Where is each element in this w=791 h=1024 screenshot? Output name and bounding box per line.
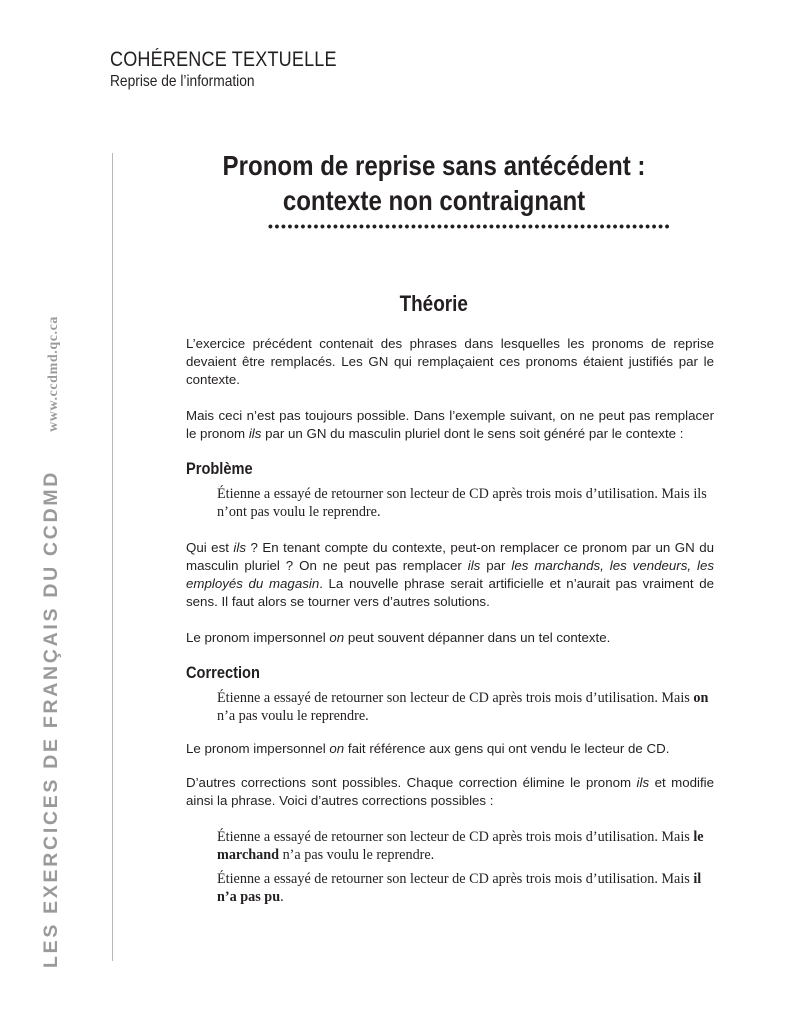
text-run: n’a pas voulu le reprendre. [279, 847, 435, 863]
bold-run: il n’a pas pu [217, 871, 702, 905]
text-run: Mais ceci n’est pas toujours possible. Dans l’exemple suivant, on ne peut pas remplacer le pronom [186, 408, 714, 441]
theory-paragraph-2 [186, 407, 714, 443]
page-title [150, 148, 718, 218]
analysis-paragraph-1 [186, 539, 714, 611]
text-run: fait référence aux gens qui ont vendu le lecteur de CD. [344, 741, 670, 756]
heading-correction: Correction [186, 663, 260, 682]
italic-run: ils [233, 540, 246, 555]
text-run: Le pronom impersonnel [186, 630, 330, 645]
running-header [110, 48, 374, 92]
text-run: . [280, 889, 284, 905]
italic-run: on [329, 630, 345, 645]
series-name: LES EXERCICES DE FRANÇAIS DU CCDMD [40, 469, 62, 968]
correction-example-3 [217, 870, 714, 906]
heading-probleme: Problème [186, 459, 253, 478]
italic-run: ils [248, 426, 262, 441]
section-heading-theorie [150, 291, 718, 317]
italic-run: on [329, 741, 345, 756]
italic-run: les marchands, les vendeurs, les employés du magasin [186, 558, 715, 591]
title-dotted-rule: •••••••••••••••••••••••••••••••••••••••••••••••••••••••••••••• [268, 218, 672, 234]
publisher-url: www.ccdmd.qc.ca [46, 315, 61, 432]
text-run: ? En tenant compte du contexte, peut-on remplacer ce pronom par un GN du masculin pluriel ? On ne peut pas remplacer [186, 540, 714, 573]
probleme-example: Étienne a essayé de retourner son lecteur de CD après trois mois d’utilisation. Mais ils n’ont pas voulu le reprendre. [217, 486, 707, 520]
text-run: . La nouvelle phrase serait artificielle et n’aurait pas vraiment de sens. Il faut alors se tourner vers d’autres solutions. [186, 576, 714, 609]
italic-run: ils [467, 558, 481, 573]
header-title: COHÉRENCE TEXTUELLE [110, 48, 337, 71]
text-run: et modifie ainsi la phrase. Voici d’autres corrections possibles : [186, 775, 715, 808]
page-title-line-1: Pronom de reprise sans antécédent : [222, 150, 646, 181]
text-run: Le pronom impersonnel [186, 741, 330, 756]
text-run: par un GN du masculin pluriel dont le sens soit généré par le contexte : [261, 426, 684, 441]
text-run: peut souvent dépanner dans un tel contexte. [344, 630, 611, 645]
text-run: Qui est [186, 540, 234, 555]
bold-run: on [693, 690, 709, 706]
analysis-paragraph-2 [186, 629, 714, 647]
side-divider [112, 153, 113, 961]
page-title-line-2: contexte non contraignant [282, 185, 586, 216]
text-run: Étienne a essayé de retourner son lecteur de CD après trois mois d’utilisation. Mais [217, 871, 694, 887]
theory-paragraph-1: L’exercice précédent contenait des phrases dans lesquelles les pronoms de reprise devaient être remplacés. Les GN qui remplaçaient ces pronoms étaient justifiés par le contexte. [186, 336, 714, 387]
bold-run: le marchand [217, 829, 704, 863]
correction-example-1 [217, 689, 714, 725]
content-body [186, 335, 714, 906]
header-subtitle: Reprise de l’information [110, 73, 255, 90]
text-run: n’a pas voulu le reprendre. [217, 708, 369, 724]
side-banner [40, 315, 64, 968]
correction-example-2 [217, 828, 714, 864]
italic-run: ils [636, 775, 650, 790]
text-run: Étienne a essayé de retourner son lecteur de CD après trois mois d’utilisation. Mais [217, 690, 694, 706]
text-run: D’autres corrections sont possibles. Chaque correction élimine le pronom [186, 775, 637, 790]
correction-paragraph-1 [186, 740, 714, 758]
text-run: par [480, 558, 512, 573]
text-run: Étienne a essayé de retourner son lecteur de CD après trois mois d’utilisation. Mais [217, 829, 694, 845]
section-heading-text: Théorie [399, 291, 469, 316]
correction-paragraph-2 [186, 774, 714, 810]
